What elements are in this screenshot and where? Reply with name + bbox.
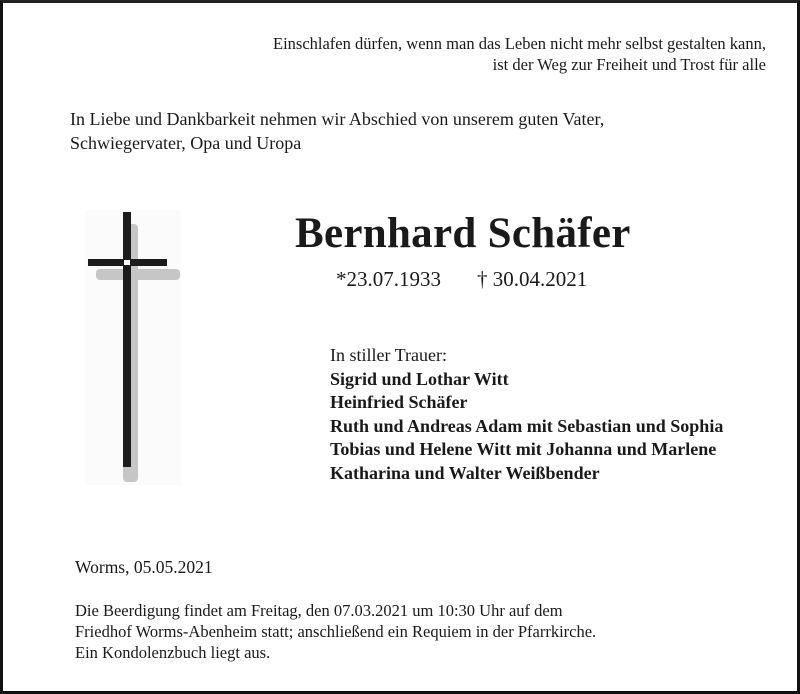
funeral-info <box>75 600 735 663</box>
motto-quote <box>66 33 766 75</box>
death-date: † 30.04.2021 <box>477 267 588 291</box>
motto-line: ist der Weg zur Freiheit und Trost für alle <box>492 55 766 74</box>
cross-icon <box>85 210 181 485</box>
intro-line: In Liebe und Dankbarkeit nehmen wir Abschied von unserem guten Vater, <box>70 109 605 129</box>
mourner-family: Heinfried Schäfer <box>330 392 468 412</box>
funeral-line: Ein Kondolenzbuch liegt aus. <box>75 643 271 662</box>
mourners-list <box>330 344 723 485</box>
intro-line: Schwiegervater, Opa und Uropa <box>70 133 302 153</box>
funeral-line: Friedhof Worms-Abenheim statt; anschließend ein Requiem in der Pfarrkirche. <box>75 622 597 641</box>
motto-line: Einschlafen dürfen, wenn man das Leben nicht mehr selbst gestalten kann, <box>272 34 766 53</box>
birth-date: *23.07.1933 <box>336 267 441 291</box>
mourner-family: Katharina und Walter Weißbender <box>330 462 600 483</box>
deceased-name: Bernhard Schäfer <box>295 210 631 257</box>
funeral-line: Die Beerdigung findet am Freitag, den 07.03.2021 um 10:30 Uhr auf dem <box>75 601 563 620</box>
intro-text <box>70 107 750 155</box>
mourners-lead: In stiller Trauer: <box>330 345 447 365</box>
mourner-family: Sigrid und Lothar Witt <box>330 368 509 389</box>
mourner-family: Ruth und Andreas Adam mit Sebastian und Sophia <box>330 415 724 436</box>
mourner-family: Tobias und Helene Witt mit Johanna und Marlene <box>330 439 717 459</box>
place-and-date: Worms, 05.05.2021 <box>75 557 213 577</box>
life-dates <box>336 265 587 293</box>
